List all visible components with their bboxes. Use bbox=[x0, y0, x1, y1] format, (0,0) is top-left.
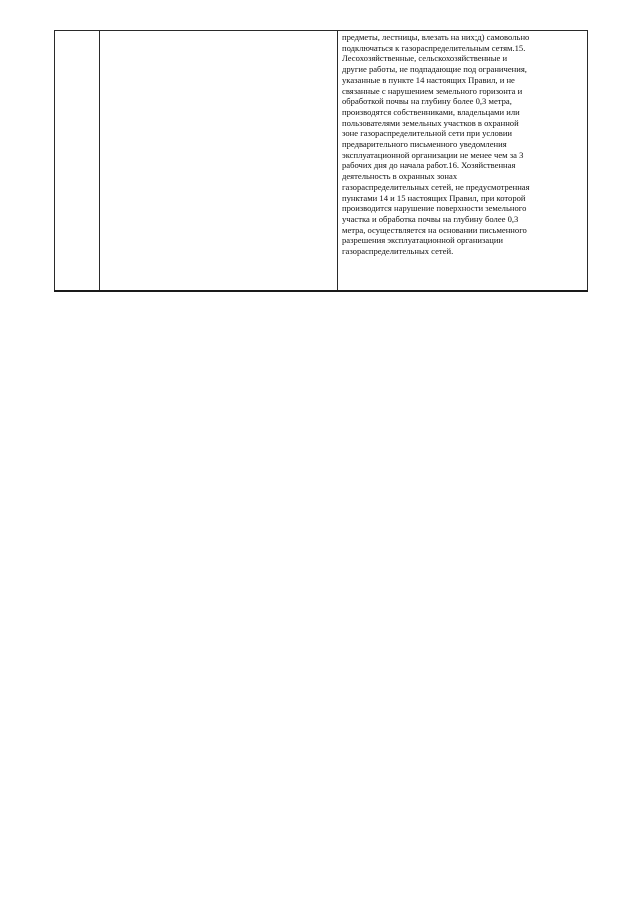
text-line: Лесохозяйственные, сельскохозяйственные и bbox=[342, 53, 508, 64]
text-line: эксплуатационной организации не менее чем за 3 bbox=[342, 149, 524, 160]
table-cell-description bbox=[338, 31, 588, 292]
text-line: подключаться к газораспределительным сетям.15. bbox=[342, 42, 526, 53]
text-line: участка и обработка почвы на глубину более 0,3 bbox=[342, 213, 519, 224]
text-line: другие работы, не подпадающие под ограничения, bbox=[342, 64, 527, 75]
cell-text bbox=[100, 31, 337, 32]
text-line: разрешения эксплуатационной организации bbox=[342, 235, 504, 246]
table-cell-name bbox=[100, 31, 338, 292]
cell-text bbox=[55, 31, 99, 32]
text-line: производятся собственниками, владельцами или bbox=[342, 106, 520, 117]
text-line: предметы, лестницы, влезать на них;д) самовольно bbox=[342, 32, 530, 42]
text-line: пользователями земельных участков в охранной bbox=[342, 117, 519, 128]
text-line: пунктами 14 и 15 настоящих Правил, при которой bbox=[342, 192, 526, 203]
text-line: производится нарушение поверхности земельного bbox=[342, 203, 527, 214]
text-line: обработкой почвы на глубину более 0,3 метра, bbox=[342, 96, 512, 107]
text-line: деятельность в охранных зонах bbox=[342, 171, 458, 182]
table-row bbox=[55, 31, 588, 292]
text-line: указанные в пункте 14 настоящих Правил, и не bbox=[342, 74, 515, 85]
text-line: зоне газораспределительной сети при условии bbox=[342, 128, 513, 139]
text-line: предварительного письменного уведомления bbox=[342, 139, 507, 150]
text-line: связанные с нарушением земельного горизонта и bbox=[342, 85, 523, 96]
text-line: газораспределительных сетей, не предусмотренная bbox=[342, 181, 530, 192]
cell-paragraph bbox=[338, 31, 587, 257]
document-table bbox=[54, 30, 588, 292]
text-line: газораспределительных сетей. bbox=[342, 246, 454, 257]
table-cell-number bbox=[55, 31, 100, 292]
text-line: рабочих дня до начала работ.16. Хозяйственная bbox=[342, 160, 516, 171]
text-line: метра, осуществляется на основании письменного bbox=[342, 224, 527, 235]
